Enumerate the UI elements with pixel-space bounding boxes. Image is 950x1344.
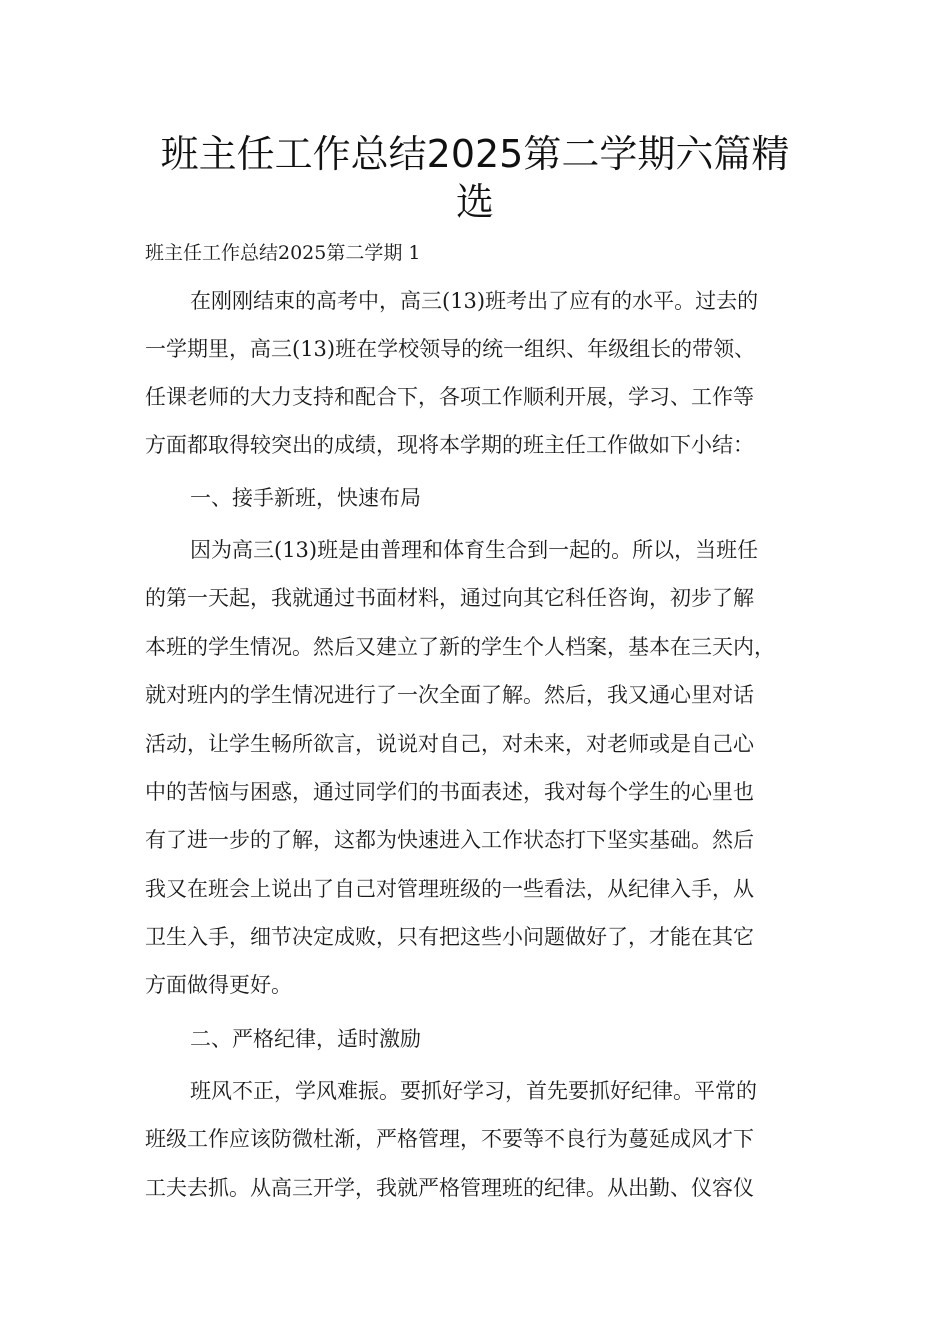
body-line: 班级工作应该防微杜渐，严格管理，不要等不良行为蔓延成风才下 [145,1127,754,1151]
body-line: 方面都取得较突出的成绩，现将本学期的班主任工作做如下小结： [145,433,754,457]
document-title-line-1: 班主任工作总结2025第二学期六篇精 [160,132,790,176]
body-line: 卫生入手，细节决定成败，只有把这些小问题做好了，才能在其它 [145,925,754,949]
body-line: 因为高三(13)班是由普理和体育生合到一起的。所以，当班任 [190,538,759,562]
body-line: 方面做得更好。 [145,973,292,997]
body-line: 有了进一步的了解，这都为快速进入工作状态打下坚实基础。然后 [145,828,754,852]
body-line: 活动，让学生畅所欲言，说说对自己，对未来，对老师或是自己心 [145,732,754,756]
body-line: 班风不正，学风难振。要抓好学习，首先要抓好纪律。平常的 [190,1079,757,1103]
body-line: 的第一天起，我就通过书面材料，通过向其它科任咨询，初步了解 [145,586,754,610]
document-title-line-2: 选 [455,180,494,224]
body-line: 任课老师的大力支持和配合下，各项工作顺利开展，学习、工作等 [145,385,754,409]
section-subtitle: 班主任工作总结2025第二学期 1 [145,242,421,264]
body-line: 就对班内的学生情况进行了一次全面了解。然后，我又通心里对话 [145,683,754,707]
body-line: 本班的学生情况。然后又建立了新的学生个人档案，基本在三天内， [145,635,775,659]
body-line: 我又在班会上说出了自己对管理班级的一些看法，从纪律入手，从 [145,877,754,901]
body-line: 在刚刚结束的高考中，高三(13)班考出了应有的水平。过去的 [190,289,759,313]
section-heading: 一、接手新班，快速布局 [190,486,421,510]
section-heading: 二、严格纪律，适时激励 [190,1027,421,1051]
body-line: 一学期里，高三(13)班在学校领导的统一组织、年级组长的带领、 [145,337,756,361]
body-line: 中的苦恼与困惑，通过同学们的书面表述，我对每个学生的心里也 [145,780,754,804]
body-line: 工夫去抓。从高三开学，我就严格管理班的纪律。从出勤、仪容仪 [145,1176,754,1200]
